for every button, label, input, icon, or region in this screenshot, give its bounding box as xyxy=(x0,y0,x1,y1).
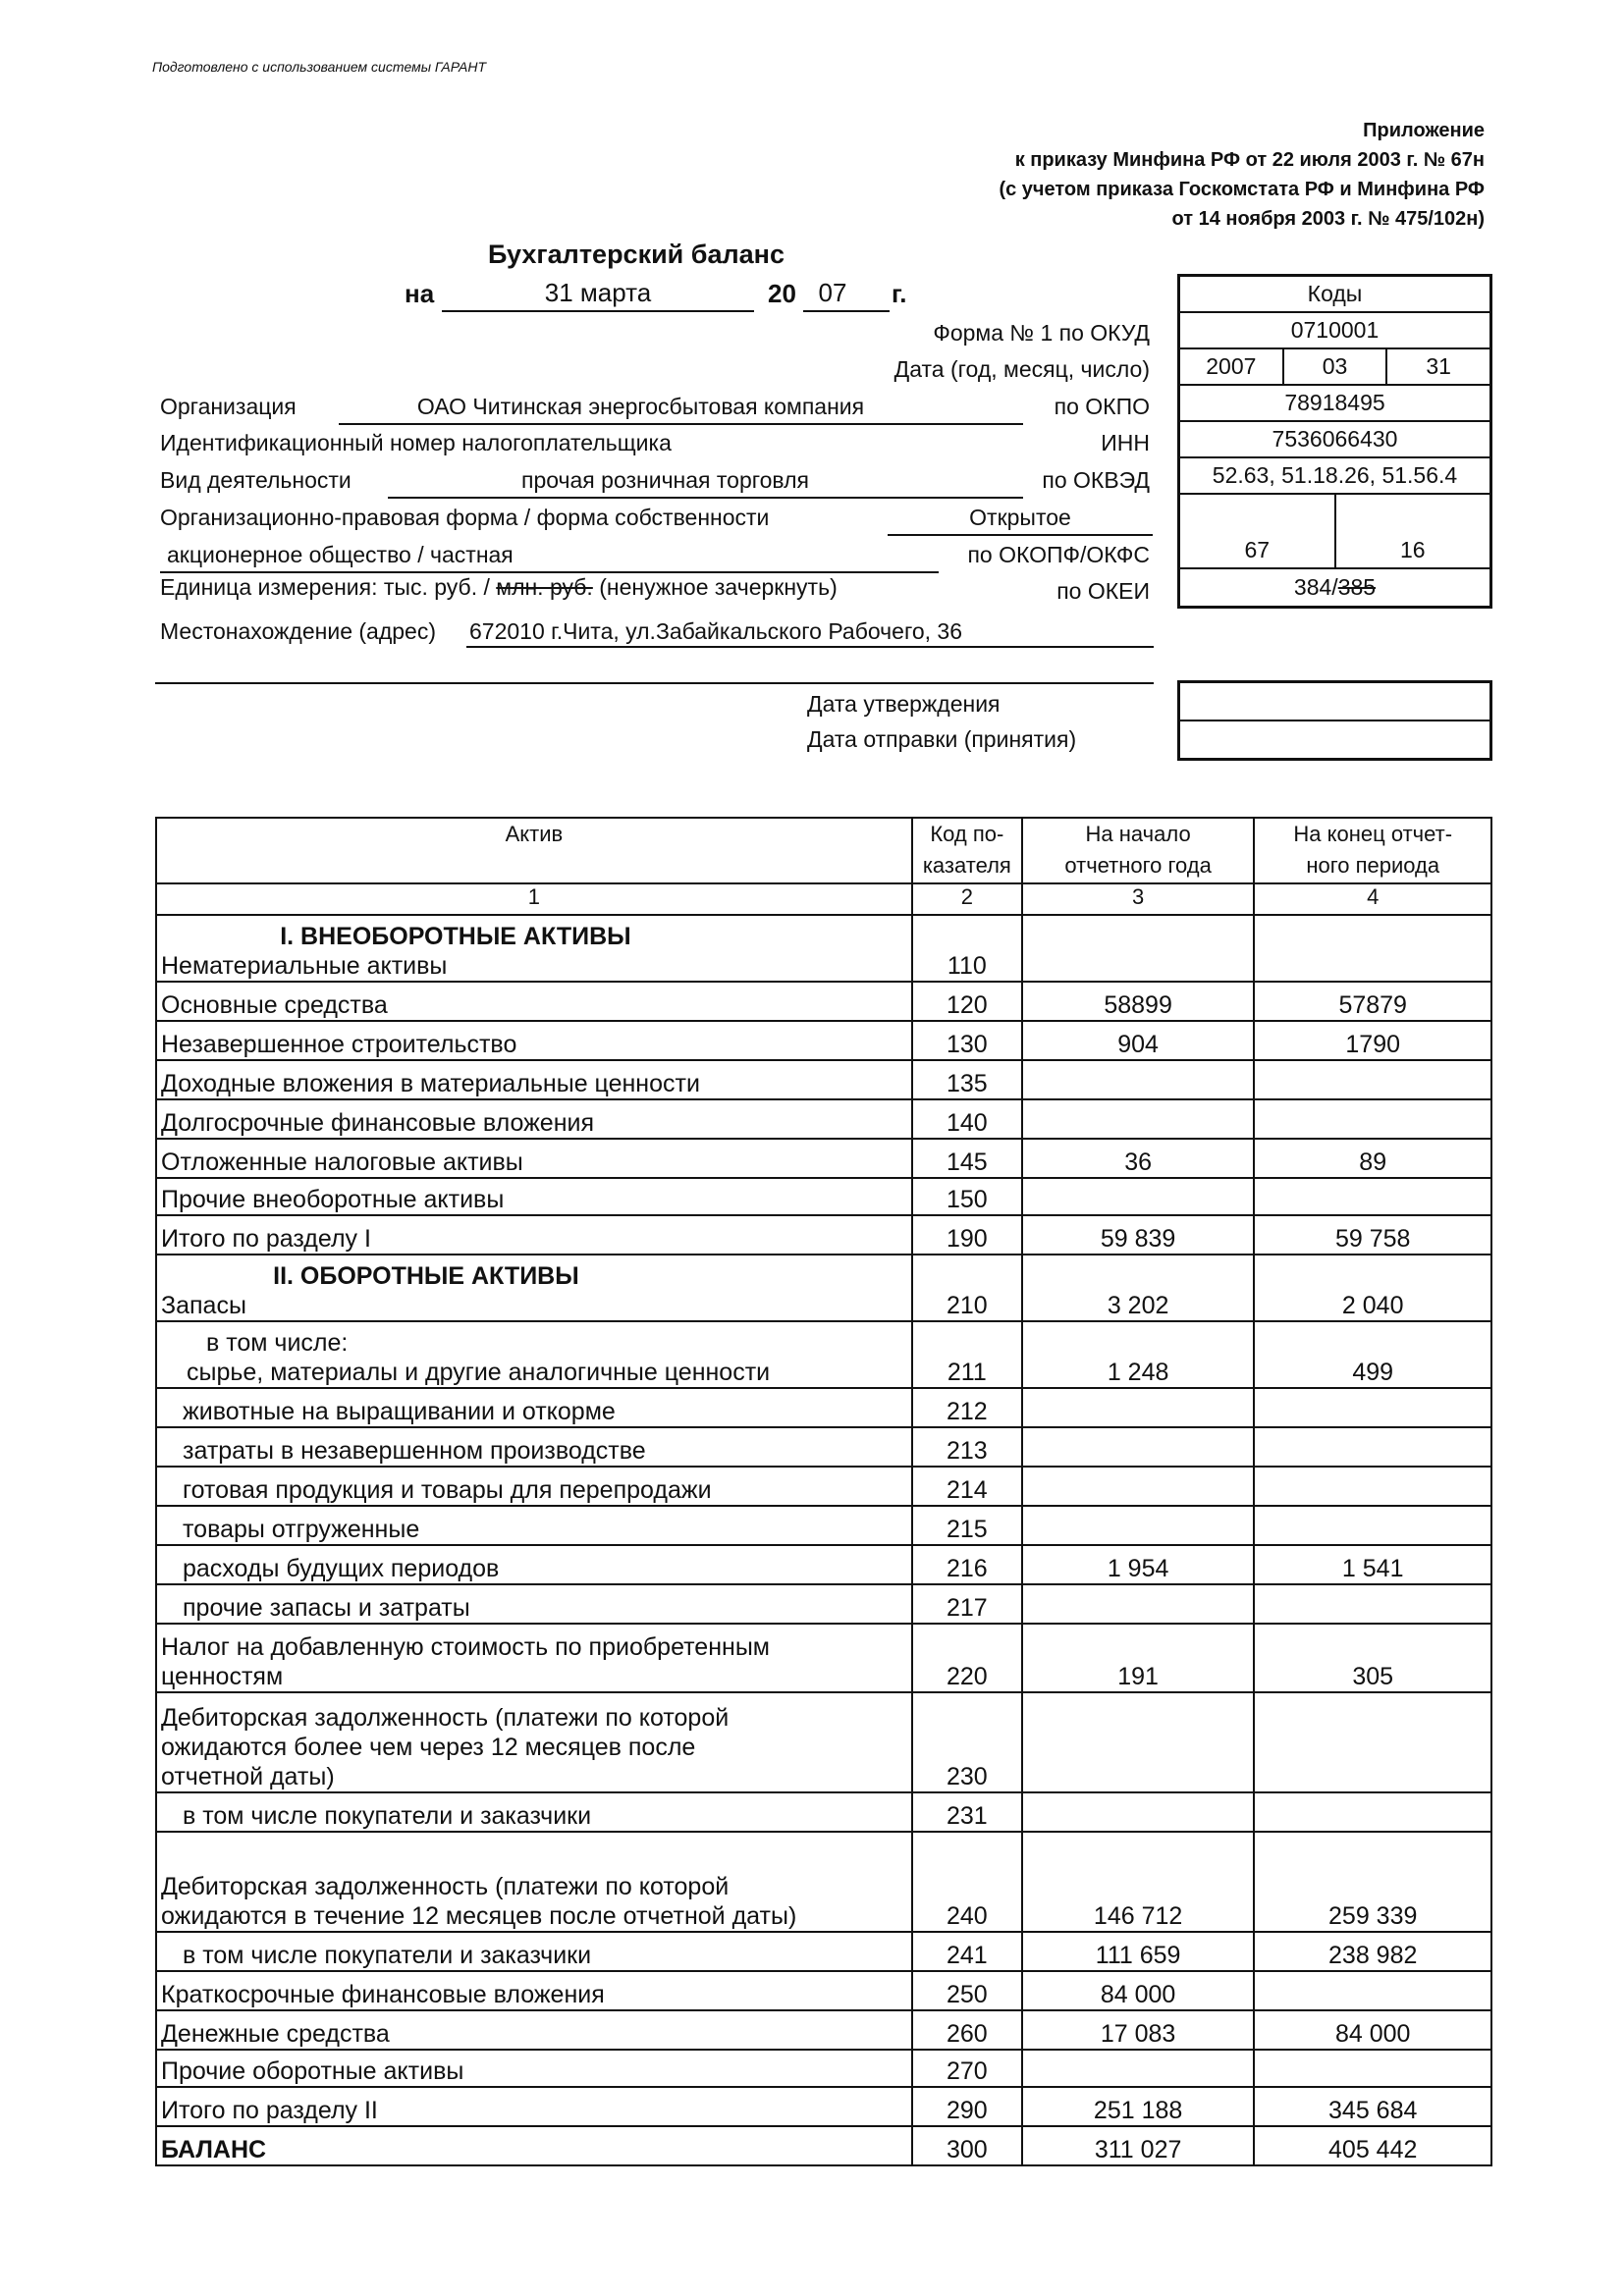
col-header-start: На начало отчетного года xyxy=(1022,818,1255,883)
row-name: товары отгруженные xyxy=(156,1506,912,1545)
table-row xyxy=(156,1178,1491,1215)
row-start xyxy=(1022,1060,1255,1099)
row-code: 300 xyxy=(912,2126,1022,2165)
row-start xyxy=(1022,1792,1255,1832)
row-name: Итого по разделу I xyxy=(156,1215,912,1255)
okfs-code: 16 xyxy=(1399,537,1426,562)
row-start: 58899 xyxy=(1022,982,1255,1021)
row-name: Незавершенное строительство xyxy=(156,1021,912,1060)
row-end: 1 541 xyxy=(1254,1545,1491,1584)
appendix-block xyxy=(999,116,1485,234)
table-row xyxy=(156,1060,1491,1099)
row-start: 311 027 xyxy=(1022,2126,1255,2165)
table-row xyxy=(156,1255,1491,1321)
document-title: Бухгалтерский баланс xyxy=(488,240,785,269)
row-end xyxy=(1254,1178,1491,1215)
row-name: животные на выращивании и откорме xyxy=(156,1388,912,1427)
row-end: 1790 xyxy=(1254,1021,1491,1060)
legal-label: Организационно-правовая форма / форма собственности xyxy=(160,505,770,530)
table-row xyxy=(156,1099,1491,1139)
row-name: затраты в незавершенном производстве xyxy=(156,1427,912,1467)
year-prefix: 20 xyxy=(768,279,796,308)
row-end: 305 xyxy=(1254,1624,1491,1692)
row-start: 904 xyxy=(1022,1021,1255,1060)
row-name: Итого по разделу II xyxy=(156,2087,912,2126)
col-num: 3 xyxy=(1022,883,1255,915)
table-row xyxy=(156,2126,1491,2165)
row-end xyxy=(1254,1692,1491,1792)
row-code: 210 xyxy=(912,1255,1022,1321)
table-row xyxy=(156,1545,1491,1584)
col-header-code: Код по- казателя xyxy=(912,818,1022,883)
row-end: 238 982 xyxy=(1254,1932,1491,1971)
row-end xyxy=(1254,915,1491,982)
okopf-label: по ОКОПФ/ОКФС xyxy=(967,542,1150,567)
table-row xyxy=(156,2087,1491,2126)
unit-text-a: Единица измерения: тыс. руб. / xyxy=(160,574,490,600)
row-end xyxy=(1254,1099,1491,1139)
unit-text-c: (ненужное зачеркнуть) xyxy=(599,574,838,600)
row-code: 216 xyxy=(912,1545,1022,1584)
year-suffix: г. xyxy=(892,279,907,308)
row-code: 211 xyxy=(912,1321,1022,1388)
col-header-end: На конец отчет- ного периода xyxy=(1254,818,1491,883)
okud-code: 0710001 xyxy=(1180,313,1489,349)
col-num: 2 xyxy=(912,883,1022,915)
row-code: 130 xyxy=(912,1021,1022,1060)
row-start: 1 954 xyxy=(1022,1545,1255,1584)
table-row xyxy=(156,1388,1491,1427)
row-end xyxy=(1254,1427,1491,1467)
row-end xyxy=(1254,1506,1491,1545)
row-code: 230 xyxy=(912,1692,1022,1792)
appendix-line: (с учетом приказа Госкомстата РФ и Минфина РФ xyxy=(999,179,1485,200)
inn-code: 7536066430 xyxy=(1180,422,1489,458)
date-codes xyxy=(1180,349,1489,386)
date-year: 2007 xyxy=(1180,349,1284,384)
appendix-line: от 14 ноября 2003 г. № 475/102н) xyxy=(1171,208,1485,230)
dates-box xyxy=(1177,680,1492,761)
col-num: 4 xyxy=(1254,883,1491,915)
row-code: 120 xyxy=(912,982,1022,1021)
in-that-label: в том числе: xyxy=(206,1329,349,1357)
appendix-line: к приказу Минфина РФ от 22 июля 2003 г. № 67н xyxy=(1014,149,1485,171)
table-row xyxy=(156,1624,1491,1692)
row-start: 17 083 xyxy=(1022,2010,1255,2050)
table-row xyxy=(156,1215,1491,1255)
table-row xyxy=(156,915,1491,982)
balance-table xyxy=(155,817,1492,2166)
table-row xyxy=(156,1139,1491,1178)
row-code: 135 xyxy=(912,1060,1022,1099)
legal-value-1: Открытое xyxy=(969,505,1071,530)
row-end: 89 xyxy=(1254,1139,1491,1178)
date-month: 03 xyxy=(1284,349,1388,384)
row-name: Денежные средства xyxy=(156,2010,912,2050)
row-end: 57879 xyxy=(1254,982,1491,1021)
okopf-okfs-codes xyxy=(1180,495,1489,569)
appendix-line: Приложение xyxy=(1363,120,1485,141)
row-end: 259 339 xyxy=(1254,1832,1491,1932)
date-prefix: на xyxy=(405,279,435,308)
garant-note: Подготовлено с использованием системы ГАРАНТ xyxy=(152,59,487,75)
row-name: в том числе покупатели и заказчики xyxy=(156,1792,912,1832)
org-value: ОАО Читинская энергосбытовая компания xyxy=(416,394,865,419)
row-start xyxy=(1022,1692,1255,1792)
row-name: Запасы xyxy=(161,1292,246,1319)
table-row xyxy=(156,1692,1491,1792)
row-name: в том числе покупатели и заказчики xyxy=(156,1932,912,1971)
approve-label: Дата утверждения xyxy=(807,691,1001,717)
report-date: 31 марта xyxy=(544,278,652,307)
row-start: 84 000 xyxy=(1022,1971,1255,2010)
row-name: Дебиторская задолженность (платежи по которой ожидаются более чем через 12 месяцев после отчетной даты) xyxy=(156,1692,912,1792)
row-start: 146 712 xyxy=(1022,1832,1255,1932)
row-name: сырье, материалы и другие аналогичные ценности xyxy=(187,1359,771,1386)
row-start xyxy=(1022,1178,1255,1215)
row-end xyxy=(1254,1060,1491,1099)
table-row xyxy=(156,982,1491,1021)
report-year: 07 xyxy=(818,278,847,307)
activity-value: прочая розничная торговля xyxy=(521,467,809,493)
row-name: Налог на добавленную стоимость по приобретенным ценностям xyxy=(156,1624,912,1692)
okved-code: 52.63, 51.18.26, 51.56.4 xyxy=(1180,458,1489,495)
row-code: 190 xyxy=(912,1215,1022,1255)
row-code: 150 xyxy=(912,1178,1022,1215)
row-start: 111 659 xyxy=(1022,1932,1255,1971)
send-label: Дата отправки (принятия) xyxy=(807,726,1077,752)
row-start xyxy=(1022,2050,1255,2087)
row-start: 36 xyxy=(1022,1139,1255,1178)
section-title: II. ОБОРОТНЫЕ АКТИВЫ xyxy=(273,1262,579,1290)
row-end xyxy=(1254,1388,1491,1427)
row-name: Основные средства xyxy=(156,982,912,1021)
okei-code xyxy=(1180,569,1489,606)
row-end xyxy=(1254,1792,1491,1832)
codes-header: Коды xyxy=(1180,277,1489,313)
inn-long-label: Идентификационный номер налогоплательщика xyxy=(160,430,672,455)
row-start xyxy=(1022,1506,1255,1545)
table-row xyxy=(156,2050,1491,2087)
row-code: 250 xyxy=(912,1971,1022,2010)
okved-label: по ОКВЭД xyxy=(1042,467,1150,493)
table-row xyxy=(156,1427,1491,1467)
row-end xyxy=(1254,1971,1491,2010)
section-title: I. ВНЕОБОРОТНЫЕ АКТИВЫ xyxy=(280,923,631,950)
row-code: 213 xyxy=(912,1427,1022,1467)
row-start: 3 202 xyxy=(1022,1255,1255,1321)
row-end xyxy=(1254,1584,1491,1624)
row-start xyxy=(1022,1388,1255,1427)
row-name: Доходные вложения в материальные ценности xyxy=(156,1060,912,1099)
date-day: 31 xyxy=(1426,353,1451,379)
row-end: 405 442 xyxy=(1254,2126,1491,2165)
okpo-code: 78918495 xyxy=(1180,386,1489,422)
legal-value-2: акционерное общество / частная xyxy=(167,542,514,567)
unit-label xyxy=(160,574,838,601)
row-code: 240 xyxy=(912,1832,1022,1932)
address-label: Местонахождение (адрес) xyxy=(160,618,436,644)
row-name: Долгосрочные финансовые вложения xyxy=(156,1099,912,1139)
okei-code-a: 384/ xyxy=(1293,574,1338,600)
table-row xyxy=(156,1321,1491,1388)
row-name: расходы будущих периодов xyxy=(156,1545,912,1584)
okopf-code: 67 xyxy=(1180,495,1336,567)
row-start xyxy=(1022,1584,1255,1624)
row-name: Нематериальные активы xyxy=(161,952,448,980)
row-name: Отложенные налоговые активы xyxy=(156,1139,912,1178)
row-start xyxy=(1022,915,1255,982)
row-end xyxy=(1254,2050,1491,2087)
unit-text-b: млн. руб. xyxy=(496,574,593,600)
col-num: 1 xyxy=(156,883,912,915)
row-code: 110 xyxy=(912,915,1022,982)
inn-label: ИНН xyxy=(1101,430,1150,455)
row-start xyxy=(1022,1427,1255,1467)
okei-code-b: 385 xyxy=(1337,574,1377,600)
row-name: готовая продукция и товары для перепродажи xyxy=(156,1467,912,1506)
row-code: 140 xyxy=(912,1099,1022,1139)
row-name: Прочие внеоборотные активы xyxy=(156,1178,912,1215)
row-name: БАЛАНС xyxy=(156,2126,912,2165)
org-label: Организация xyxy=(160,394,297,419)
row-end: 499 xyxy=(1254,1321,1491,1388)
row-start xyxy=(1022,1467,1255,1506)
row-start: 59 839 xyxy=(1022,1215,1255,1255)
row-end: 2 040 xyxy=(1254,1255,1491,1321)
row-end: 84 000 xyxy=(1254,2010,1491,2050)
row-end xyxy=(1254,1467,1491,1506)
codes-box xyxy=(1177,274,1492,609)
table-row xyxy=(156,1792,1491,1832)
table-row xyxy=(156,1832,1491,1932)
row-code: 270 xyxy=(912,2050,1022,2087)
okpo-label: по ОКПО xyxy=(1054,394,1150,419)
row-name: прочие запасы и затраты xyxy=(156,1584,912,1624)
col-header-asset: Актив xyxy=(156,818,912,883)
row-start xyxy=(1022,1099,1255,1139)
row-code: 260 xyxy=(912,2010,1022,2050)
address-value: 672010 г.Чита, ул.Забайкальского Рабочего, 36 xyxy=(469,618,962,644)
row-code: 145 xyxy=(912,1139,1022,1178)
row-end: 345 684 xyxy=(1254,2087,1491,2126)
table-row xyxy=(156,1467,1491,1506)
table-row xyxy=(156,1021,1491,1060)
row-code: 215 xyxy=(912,1506,1022,1545)
table-row xyxy=(156,1584,1491,1624)
row-code: 290 xyxy=(912,2087,1022,2126)
table-row xyxy=(156,1971,1491,2010)
row-start: 251 188 xyxy=(1022,2087,1255,2126)
row-end: 59 758 xyxy=(1254,1215,1491,1255)
row-code: 220 xyxy=(912,1624,1022,1692)
row-start: 191 xyxy=(1022,1624,1255,1692)
okei-label: по ОКЕИ xyxy=(1056,578,1150,604)
date-label: Дата (год, месяц, число) xyxy=(893,356,1150,382)
row-name: Прочие оборотные активы xyxy=(156,2050,912,2087)
row-start: 1 248 xyxy=(1022,1321,1255,1388)
row-code: 217 xyxy=(912,1584,1022,1624)
activity-label: Вид деятельности xyxy=(160,467,352,493)
table-row xyxy=(156,1506,1491,1545)
table-row xyxy=(156,2010,1491,2050)
row-code: 241 xyxy=(912,1932,1022,1971)
row-name: Краткосрочные финансовые вложения xyxy=(156,1971,912,2010)
okud-label: Форма № 1 по ОКУД xyxy=(933,320,1150,346)
row-name: Дебиторская задолженность (платежи по которой ожидаются в течение 12 месяцев после отчетной даты) xyxy=(156,1832,912,1932)
row-code: 214 xyxy=(912,1467,1022,1506)
row-code: 212 xyxy=(912,1388,1022,1427)
table-row xyxy=(156,1932,1491,1971)
row-code: 231 xyxy=(912,1792,1022,1832)
